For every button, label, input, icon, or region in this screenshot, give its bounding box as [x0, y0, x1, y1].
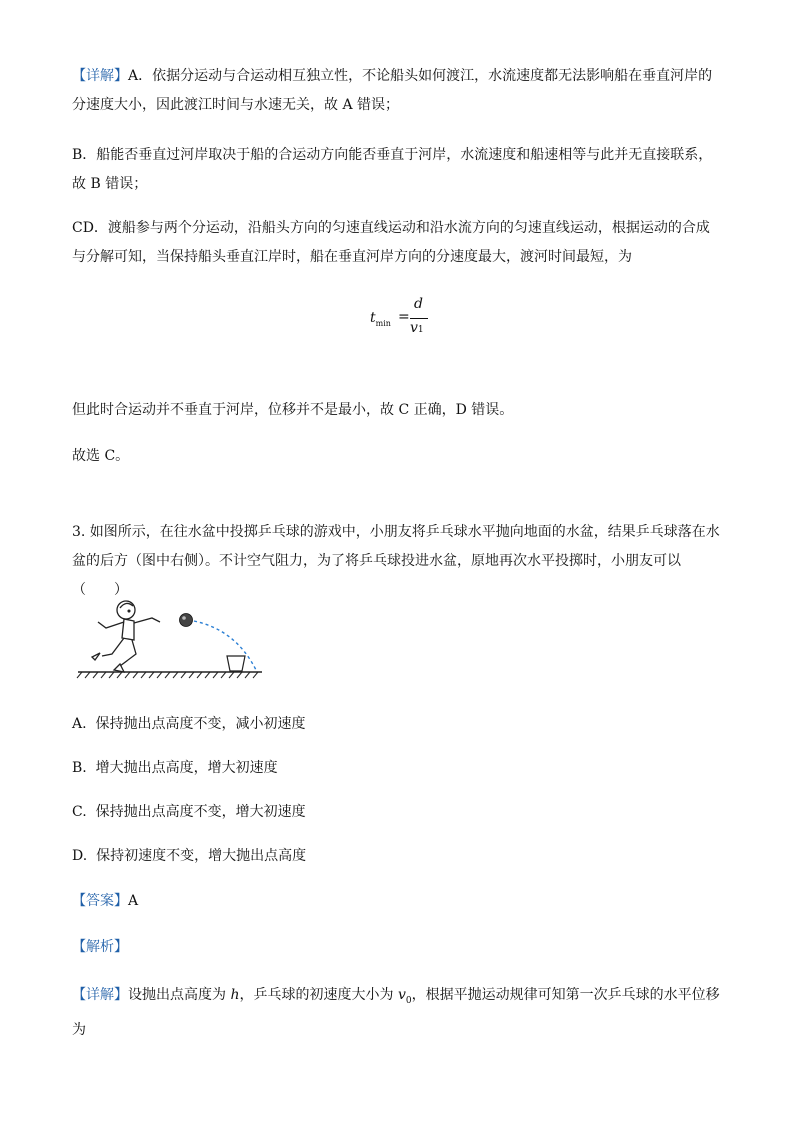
- question-3: 3. 如图所示，在往水盆中投掷乒乓球的游戏中，小朋友将乒乓球水平抛向地面的水盆，结果乒乓球落在水盆的后方（图中右侧）。不计空气阻力，为了将乒乓球投进水盆，原地再次水平投掷时，小朋友可以（ ）: [72, 524, 720, 598]
- formula-numerator: d: [414, 296, 423, 312]
- formula-lhs: $t_{min}$: [370, 310, 391, 328]
- detail-tag-2: 【详解】: [72, 987, 128, 1003]
- answer-line: [72, 891, 138, 911]
- formula-denominator: v1: [410, 320, 424, 336]
- formula-tmin: [370, 296, 430, 342]
- formula-equals: =: [398, 309, 410, 325]
- detail-paragraph-b: B．船能否垂直过河岸取决于船的合运动方向能否垂直于河岸，水流速度和船速相等与此并无直接联系，故 B 错误；: [72, 147, 713, 192]
- ground-hatch: [77, 672, 258, 678]
- analysis-line: [72, 937, 128, 957]
- figure-child-throwing-ball: [76, 598, 266, 686]
- detail-a-text: A．依据分运动与合运动相互独立性，不论船头如何渡江，水流速度都无法影响船在垂直河岸的分速度大小，因此渡江时间与水速无关，故 A 错误；: [72, 68, 713, 113]
- analysis-tag: 【解析】: [72, 939, 128, 955]
- answer-value: A: [128, 893, 139, 909]
- detail-paragraph-conclusion: 但此时合运动并不垂直于河岸，位移并不是最小，故 C 正确，D 错误。: [72, 402, 514, 418]
- detail-paragraph-a: [72, 62, 722, 120]
- fraction-bar: [410, 318, 428, 319]
- detail-paragraph-cd: CD．渡船参与两个分运动，沿船头方向的匀速直线运动和沿水流方向的匀速直线运动，根据运动的合成与分解可知，当保持船头垂直江岸时，船在垂直河岸方向的分速度最大，渡河时间最短，为: [72, 220, 710, 265]
- answer-tag: 【答案】: [72, 893, 128, 909]
- choose-c: 故选 C。: [72, 448, 130, 464]
- option-b[interactable]: B. 增大抛出点高度，增大初速度: [72, 760, 278, 776]
- trajectory-path: [194, 621, 256, 670]
- detail-tag: 【详解】: [72, 68, 128, 84]
- child-figure-icon: [92, 601, 160, 672]
- detail-paragraph-final: 【详解】设抛出点高度为 h，乒乓球的初速度大小为 $v_0$，根据平抛运动规律可知第一次乒乓球的水平位移为: [72, 987, 720, 1038]
- option-c[interactable]: C. 保持抛出点高度不变，增大初速度: [72, 804, 306, 820]
- option-a[interactable]: A. 保持抛出点高度不变，减小初速度: [72, 716, 306, 732]
- option-d[interactable]: D. 保持初速度不变，增大抛出点高度: [72, 848, 307, 864]
- ball-icon: [180, 614, 193, 627]
- basin-icon: [227, 656, 245, 671]
